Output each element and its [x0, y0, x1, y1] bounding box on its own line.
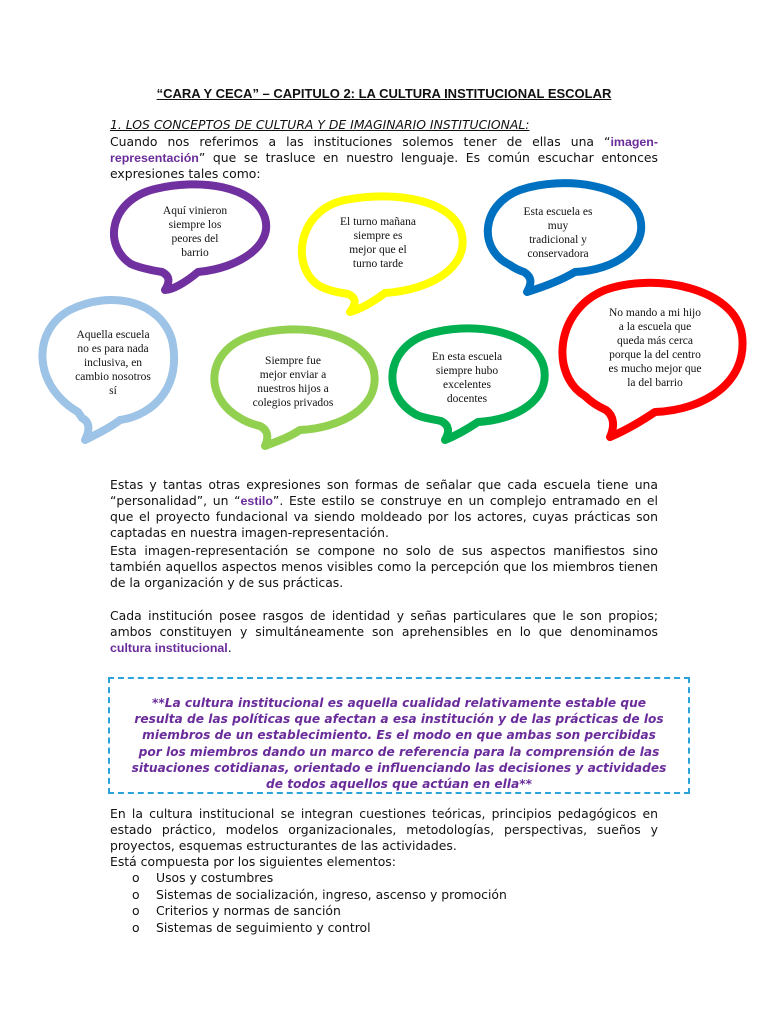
list-item: o Sistemas de seguimiento y control — [132, 919, 371, 935]
bubble-text-lightgreen: Siempre fue mejor enviar a nuestros hijos a colegios privados — [252, 355, 334, 409]
bubble-text-green: En esta escuela siempre hubo excelentes docentes — [431, 351, 503, 405]
section-heading: 1. LOS CONCEPTOS DE CULTURA Y DE IMAGINARIO INSTITUCIONAL: — [110, 117, 530, 132]
bubble-text-yellow: El turno mañana siempre es mejor que el turno tarde — [339, 216, 416, 270]
bubble-text-lightblue: Aquella escuela no es para nada inclusiva, en cambio nosotros sí — [75, 329, 151, 397]
list-intro: Está compuesta por los siguientes elementos: — [110, 854, 396, 869]
list-item: o Criterios y normas de sanción — [132, 903, 341, 918]
paragraph-cultura: Cada institución posee rasgos de identidad y señas particulares que le son propios; ambos constituyen y simultáneamente son aprehensibles en lo que denominamos cultura institucional. — [110, 608, 658, 655]
intro-text-before: Cuando nos referimos a las instituciones solemos tener de ellas una “ — [110, 134, 611, 149]
list-item: o Sistemas de socialización, ingreso, ascenso y promoción — [132, 886, 507, 902]
bullet-icon: o — [132, 870, 140, 885]
elements-list — [110, 870, 507, 936]
intro-highlight: imagen-representación — [110, 135, 658, 165]
bubble-text-blue: Esta escuela es muy tradicional y conservadora — [523, 206, 593, 260]
estilo-highlight: estilo — [240, 494, 273, 508]
bullet-icon: o — [132, 903, 140, 918]
bullet-icon: o — [132, 886, 140, 902]
paragraph-estilo: Estas y tantas otras expresiones son formas de señalar que cada escuela tiene una “personalidad”, un “estilo”. Este estilo se construye en un complejo entramado en el que el proyecto fundacional va siendo moldeado por los actores, cuyas prácticas son captadas en nuestra imagen-representación. — [110, 477, 658, 540]
list-item: o Usos y costumbres — [132, 870, 274, 885]
paragraph-imagen: Esta imagen-representación se compone no solo de sus aspectos manifiestos sino también aquellos aspectos menos visibles como la percepción que los miembros tienen de la organización y de sus prácticas. — [110, 543, 658, 590]
bubble-text-purple: Aquí vinieron siempre los peores del barrio — [162, 205, 228, 259]
bullet-icon: o — [132, 919, 140, 935]
intro-text-after: ” que se trasluce en nuestro lenguaje. Es común escuchar entonces expresiones tales como: — [110, 150, 658, 181]
cultura-institucional-highlight: cultura institucional — [110, 641, 228, 655]
definition-text: **La cultura institucional es aquella cualidad relativamente estable que resulta de las políticas que afectan a esa institución y de las prácticas de los miembros de un establecimiento. Es el modo en que ambas son percibidas por los miembros dando un marco de referencia para la comprensión de las situaciones cotidianas, orientado e influenciando las decisiones y actividades de todos aquellos que actúan en ella** — [131, 696, 667, 792]
paragraph-integran: En la cultura institucional se integran cuestiones teóricas, principios pedagógicos en estado práctico, modelos organizacionales, metodologías, perspectivas, sueños y proyectos, esquemas estructurantes de las actividades. — [110, 806, 658, 853]
page-title: “CARA Y CECA” – CAPITULO 2: LA CULTURA INSTITUCIONAL ESCOLAR — [156, 86, 612, 101]
bubble-text-red: No mando a mi hijo a la escuela que queda más cerca porque la del centro es mucho mejor que la del barrio — [608, 307, 702, 389]
